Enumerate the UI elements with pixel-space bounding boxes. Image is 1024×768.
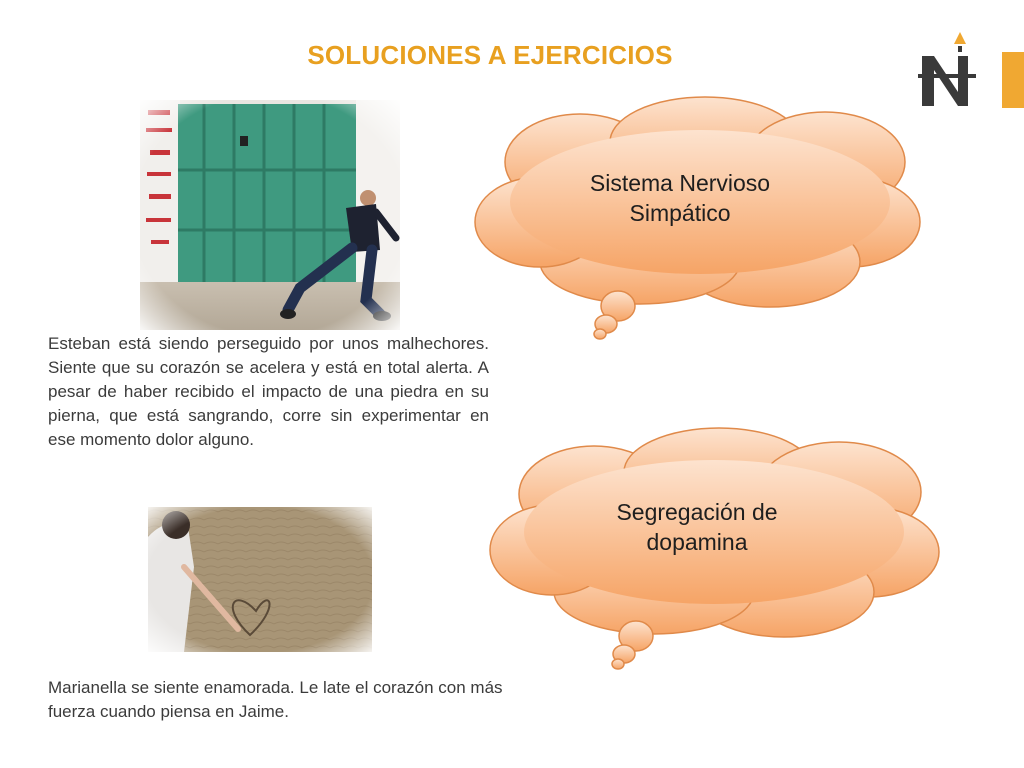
answer-2-text: Segregación de dopamina — [616, 499, 778, 555]
answer-bubble-2 — [484, 424, 944, 674]
brand-accent-bar — [1002, 52, 1024, 108]
answer-bubble-1 — [470, 92, 926, 342]
case-2-description: Marianella se siente enamorada. Le late el corazón con más fuerza cuando piensa en Jaime. — [48, 678, 503, 721]
answer-1-text: Sistema Nervioso Simpático — [589, 170, 771, 226]
n-logo-icon — [918, 30, 978, 112]
case-1-description: Esteban está siendo perseguido por unos malhechores. Siente que su corazón se acelera y está en total alerta. A pesar de haber recibido el impacto de una piedra en su pierna, que está sangrando, corre sin experimentar en ese momento dolor alguno. — [48, 334, 489, 449]
heart-in-sand-photo — [148, 507, 372, 652]
page-title: SOLUCIONES A EJERCICIOS — [307, 40, 673, 70]
running-man-photo — [140, 100, 400, 330]
